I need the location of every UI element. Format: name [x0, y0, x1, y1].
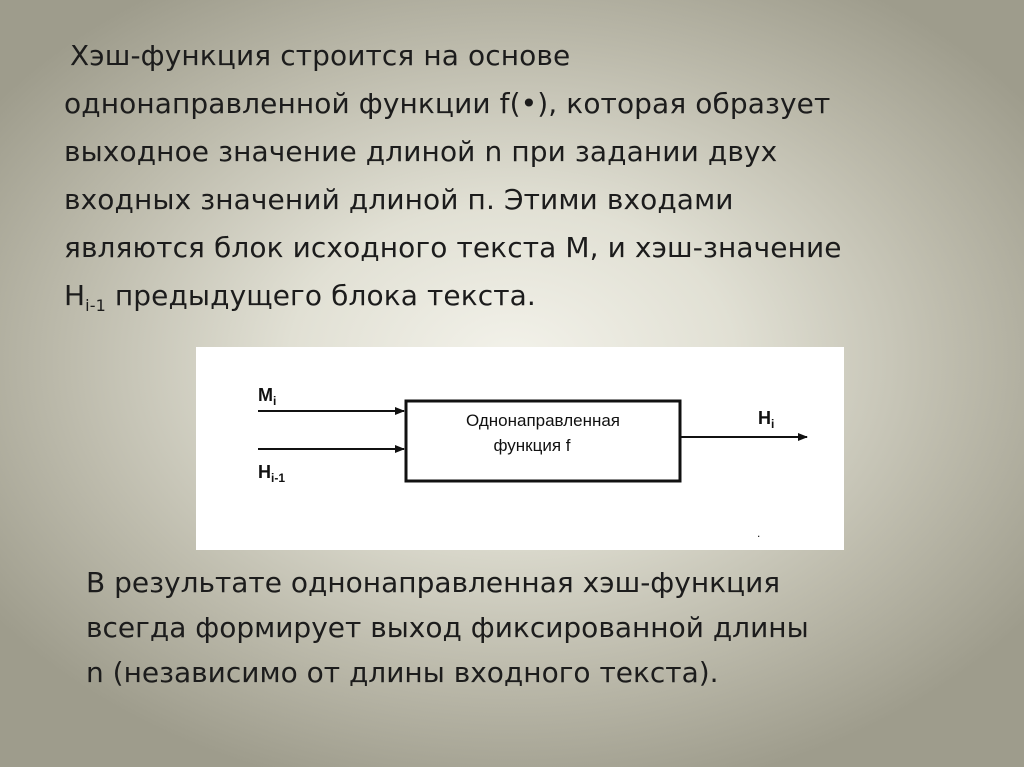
conclusion-line-3: n (независимо от длины входного текста).: [86, 656, 719, 689]
conclusion-line-1: В результате однонаправленная хэш-функция: [86, 566, 781, 599]
diagram-svg: [196, 347, 844, 550]
conclusion-line-2: всегда формирует выход фиксированной длины: [86, 611, 809, 644]
conclusion-paragraph: [86, 560, 966, 695]
intro-line-2: однонаправленной функции f(•), которая образует: [64, 87, 831, 120]
intro-line-6: [64, 272, 964, 320]
output-label-h: $H_i$: [758, 408, 775, 431]
input-label-m: $M_i$: [258, 385, 277, 408]
box-label-line-1: Однонаправленная: [465, 411, 621, 430]
hash-subscript: i-1: [85, 296, 106, 315]
intro-line-1: Хэш-функция строится на основе: [70, 39, 571, 72]
hash-symbol: H: [64, 279, 86, 312]
box-label-line-2: функция f: [493, 436, 571, 455]
intro-line-4: входных значений длиной п. Этими входами: [64, 183, 734, 216]
input-label-h: $H_{i-1}$: [258, 462, 286, 485]
intro-line-3: выходное значение длиной n при задании двух: [64, 135, 778, 168]
intro-line-5: являются блок исходного текста М, и хэш-значение: [64, 231, 842, 264]
hash-function-diagram: [196, 347, 844, 550]
intro-paragraph: [64, 32, 964, 320]
intro-line-6-text: предыдущего блока текста.: [105, 279, 536, 312]
diagram-dot: .: [757, 526, 761, 540]
